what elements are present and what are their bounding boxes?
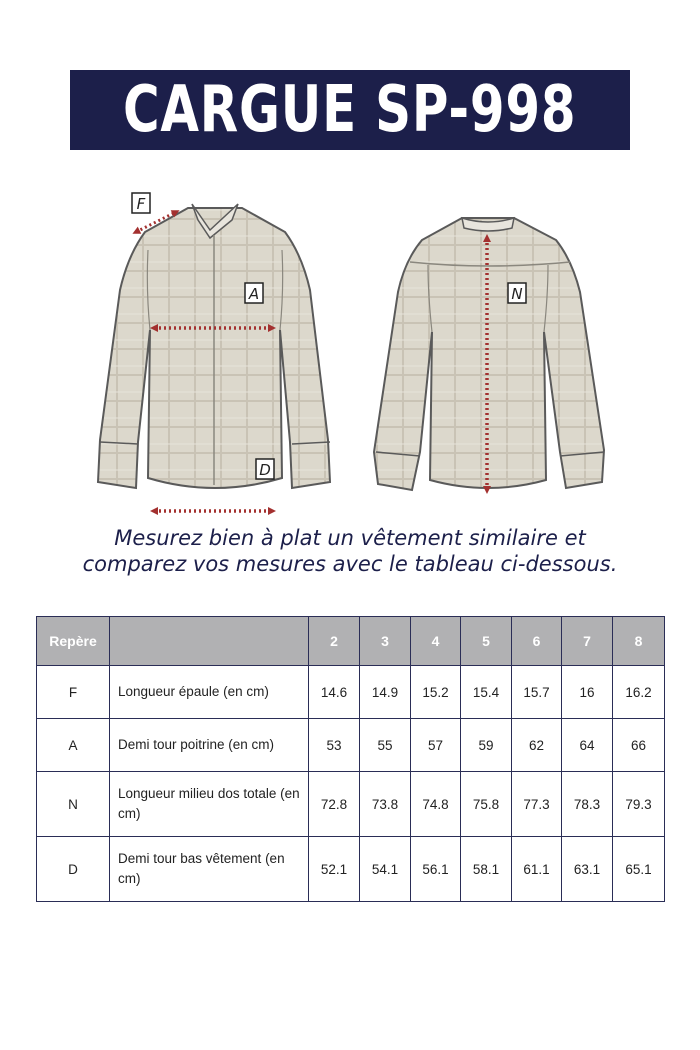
cell-value: 52.1 bbox=[309, 837, 360, 902]
front-shirt bbox=[98, 204, 330, 488]
cell-value: 16 bbox=[562, 666, 613, 719]
cell-value: 78.3 bbox=[562, 772, 613, 837]
cell-value: 58.1 bbox=[461, 837, 512, 902]
row-ref: D bbox=[37, 837, 110, 902]
cell-value: 59 bbox=[461, 719, 512, 772]
table-row bbox=[37, 837, 665, 902]
cell-value: 64 bbox=[562, 719, 613, 772]
shirt-illustration bbox=[0, 180, 700, 520]
cell-value: 74.8 bbox=[411, 772, 461, 837]
row-label: Longueur épaule (en cm) bbox=[110, 666, 309, 719]
row-label: Longueur milieu dos totale (en cm) bbox=[110, 772, 309, 837]
cell-value: 75.8 bbox=[461, 772, 512, 837]
header-size: 7 bbox=[562, 617, 613, 666]
header-size: 2 bbox=[309, 617, 360, 666]
cell-value: 79.3 bbox=[613, 772, 665, 837]
table-row bbox=[37, 772, 665, 837]
row-ref: N bbox=[37, 772, 110, 837]
caption-line-1: Mesurez bien à plat un vêtement similaire et bbox=[114, 526, 586, 550]
marker-a-label: A bbox=[248, 285, 260, 303]
row-label: Demi tour poitrine (en cm) bbox=[110, 719, 309, 772]
marker-d-label: D bbox=[259, 461, 271, 479]
row-ref: A bbox=[37, 719, 110, 772]
header-ref: Repère bbox=[37, 617, 110, 666]
cell-value: 55 bbox=[360, 719, 411, 772]
marker-n-label: N bbox=[511, 285, 523, 303]
table-row bbox=[37, 666, 665, 719]
table-header-row bbox=[37, 617, 665, 666]
header-size: 3 bbox=[360, 617, 411, 666]
size-table bbox=[36, 616, 665, 902]
page-title: CARGUE SP-998 bbox=[123, 73, 577, 147]
marker-f bbox=[132, 193, 150, 213]
header-size: 4 bbox=[411, 617, 461, 666]
marker-d bbox=[256, 459, 274, 479]
row-ref: F bbox=[37, 666, 110, 719]
cell-value: 15.4 bbox=[461, 666, 512, 719]
marker-a bbox=[245, 283, 263, 303]
header-size: 5 bbox=[461, 617, 512, 666]
cell-value: 15.2 bbox=[411, 666, 461, 719]
header-desc bbox=[110, 617, 309, 666]
cell-value: 73.8 bbox=[360, 772, 411, 837]
cell-value: 16.2 bbox=[613, 666, 665, 719]
cell-value: 63.1 bbox=[562, 837, 613, 902]
header-size: 8 bbox=[613, 617, 665, 666]
cell-value: 15.7 bbox=[512, 666, 562, 719]
instructions-caption bbox=[40, 525, 660, 577]
cell-value: 66 bbox=[613, 719, 665, 772]
cell-value: 54.1 bbox=[360, 837, 411, 902]
cell-value: 14.9 bbox=[360, 666, 411, 719]
marker-f-label: F bbox=[136, 195, 146, 213]
title-banner bbox=[70, 70, 630, 150]
cell-value: 56.1 bbox=[411, 837, 461, 902]
back-shirt bbox=[374, 218, 604, 490]
table-row bbox=[37, 719, 665, 772]
cell-value: 53 bbox=[309, 719, 360, 772]
cell-value: 57 bbox=[411, 719, 461, 772]
cell-value: 72.8 bbox=[309, 772, 360, 837]
header-size: 6 bbox=[512, 617, 562, 666]
cell-value: 61.1 bbox=[512, 837, 562, 902]
cell-value: 65.1 bbox=[613, 837, 665, 902]
marker-n bbox=[508, 283, 526, 303]
cell-value: 14.6 bbox=[309, 666, 360, 719]
caption-line-2: comparez vos mesures avec le tableau ci-dessous. bbox=[82, 552, 618, 576]
row-label: Demi tour bas vêtement (en cm) bbox=[110, 837, 309, 902]
cell-value: 62 bbox=[512, 719, 562, 772]
cell-value: 77.3 bbox=[512, 772, 562, 837]
